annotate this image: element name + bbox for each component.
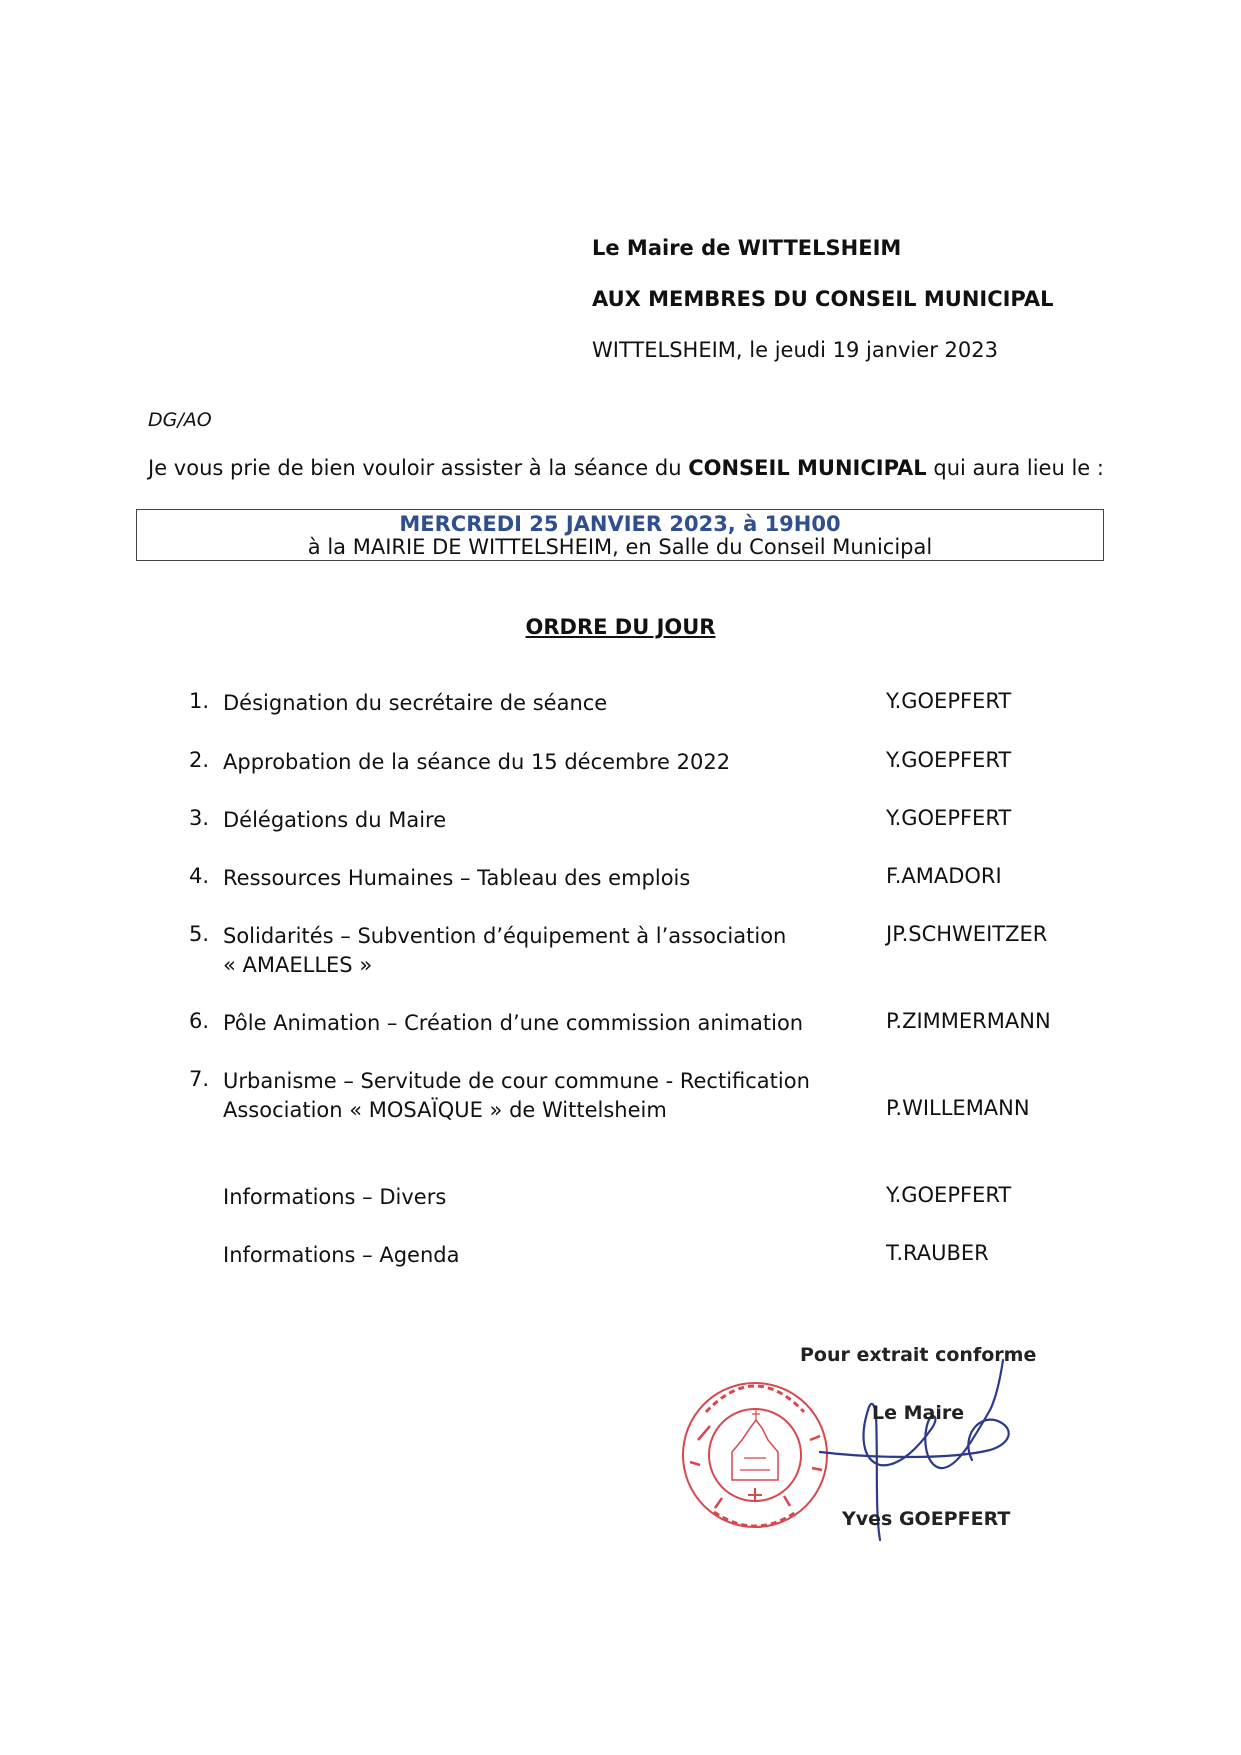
agenda-item-number: 6. <box>188 1009 209 1033</box>
agenda-item <box>0 922 1241 982</box>
intro-paragraph <box>148 456 1104 480</box>
agenda-item-speaker: Y.GOEPFERT <box>886 689 1012 713</box>
agenda-item <box>0 806 1241 866</box>
info-item-text: Informations – Divers <box>223 1185 447 1209</box>
info-item <box>0 1183 1241 1243</box>
recipient-line: AUX MEMBRES DU CONSEIL MUNICIPAL <box>592 287 1054 311</box>
agenda-item <box>0 1009 1241 1069</box>
signatory-name: Yves GOEPFERT <box>842 1508 1011 1530</box>
agenda-item-speaker: F.AMADORI <box>886 864 1002 888</box>
agenda-item <box>0 748 1241 808</box>
agenda-item-speaker: JP.SCHWEITZER <box>886 922 1048 946</box>
sender-line: Le Maire de WITTELSHEIM <box>592 236 902 260</box>
agenda-item-text: Urbanisme – Servitude de cour commune - Rectification <box>223 1069 810 1093</box>
info-item <box>0 1241 1241 1301</box>
info-item-text: Informations – Agenda <box>223 1243 460 1267</box>
agenda-item-number: 5. <box>188 922 209 946</box>
intro-text-bold: CONSEIL MUNICIPAL <box>688 456 927 480</box>
info-item-speaker: T.RAUBER <box>886 1241 989 1265</box>
reference-code: DG/AO <box>148 409 212 431</box>
agenda-title: ORDRE DU JOUR <box>525 615 716 639</box>
agenda-item-speaker: P.ZIMMERMANN <box>886 1009 1051 1033</box>
agenda-item-number: 1. <box>188 689 209 713</box>
certification-text: Pour extrait conforme <box>800 1344 1037 1366</box>
date-line: WITTELSHEIM, le jeudi 19 janvier 2023 <box>592 338 998 362</box>
agenda-item-speaker: Y.GOEPFERT <box>886 748 1012 772</box>
meeting-box <box>136 509 1104 561</box>
agenda-item-number: 7. <box>188 1067 209 1091</box>
agenda-item <box>0 1067 1241 1127</box>
agenda-item-text: Ressources Humaines – Tableau des emplois <box>223 866 691 890</box>
agenda-item-text-continued: Association « MOSAÏQUE » de Wittelsheim <box>223 1098 667 1122</box>
agenda-item-speaker: P.WILLEMANN <box>886 1096 1030 1120</box>
signatory-title: Le Maire <box>872 1402 965 1424</box>
intro-text-before: Je vous prie de bien vouloir assister à la séance du <box>148 456 689 480</box>
agenda-item-text: Solidarités – Subvention d’équipement à l’association <box>223 924 787 948</box>
agenda-item <box>0 864 1241 924</box>
intro-text-after: qui aura lieu le : <box>926 456 1104 480</box>
agenda-item-text: Désignation du secrétaire de séance <box>223 691 608 715</box>
agenda-item <box>0 689 1241 749</box>
agenda-item-text-continued: « AMAELLES » <box>223 953 373 977</box>
agenda-item-number: 3. <box>188 806 209 830</box>
signature-area <box>670 1340 1100 1570</box>
info-item-speaker: Y.GOEPFERT <box>886 1183 1012 1207</box>
municipal-stamp-icon <box>683 1383 827 1527</box>
agenda-item-number: 2. <box>188 748 209 772</box>
stamp-and-signature <box>670 1340 1100 1570</box>
agenda-item-text: Pôle Animation – Création d’une commission animation <box>223 1011 804 1035</box>
agenda-item-number: 4. <box>188 864 209 888</box>
meeting-date: MERCREDI 25 JANVIER 2023, à 19H00 <box>399 512 841 536</box>
agenda-item-text: Délégations du Maire <box>223 808 447 832</box>
meeting-place: à la MAIRIE DE WITTELSHEIM, en Salle du Conseil Municipal <box>307 535 933 559</box>
agenda-item-text: Approbation de la séance du 15 décembre 2022 <box>223 750 731 774</box>
agenda-item-speaker: Y.GOEPFERT <box>886 806 1012 830</box>
